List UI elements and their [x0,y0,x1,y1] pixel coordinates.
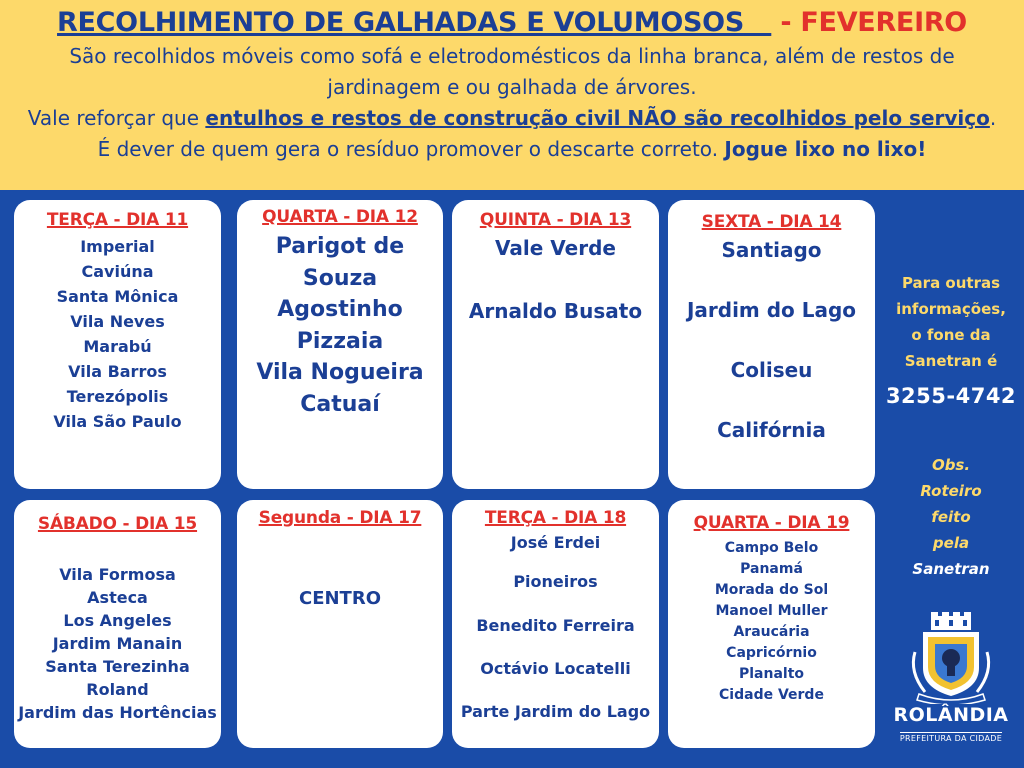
contact-info-line: Sanetran é [904,352,998,370]
neighborhood-item: Roland [86,680,149,699]
card-day-label: TERÇA - DIA 11 [46,210,189,230]
neighborhood-item: Jardim do Lago [686,298,857,322]
neighborhood-item: Vila Nogueira [256,360,424,385]
intro-line-3-prefix: Vale reforçar que [27,106,206,130]
card-day-label: QUARTA - DIA 19 [693,513,850,533]
neighborhood-item: Morada do Sol [714,582,829,598]
neighborhood-item: Panamá [740,561,803,577]
schedule-card-quarta-19 [668,500,875,748]
neighborhood-item: Campo Belo [724,540,819,556]
header-banner [0,0,1024,190]
intro-line-2: jardinagem e ou galhada de árvores. [327,75,697,99]
schedule-card-terca-11 [14,200,221,489]
neighborhood-item: CENTRO [298,588,381,609]
intro-line-4-prefix: É dever de quem gera o resíduo promover o descarte correto. [97,137,725,161]
intro-text [0,41,1024,165]
neighborhood-item: Manoel Muller [715,603,828,619]
contact-info-line: o fone da [911,326,991,344]
neighborhood-item: Terezópolis [66,387,169,406]
neighborhood-item: Souza [302,265,378,291]
neighborhood-item: Vila Barros [68,362,167,381]
intro-line-3-bold: entulhos e restos de construção civil NÃO são recolhidos pelo serviço [205,106,990,130]
neighborhood-item: Santa Terezinha [45,657,190,676]
neighborhood-item: Pizzaia [296,328,384,354]
page-title [0,0,1024,41]
city-subtitle: PREFEITURA DA CIDADE [899,734,1003,743]
observation-line: Roteiro [920,482,982,500]
neighborhood-item: Coliseu [730,358,813,382]
title-main: RECOLHIMENTO DE GALHADAS E VOLUMOSOS [57,7,744,38]
schedule-card-terca-18 [452,500,659,748]
neighborhood-item: Octávio Locatelli [480,659,631,678]
schedule-card-quarta-12 [237,200,443,489]
intro-line-4-bold: Jogue lixo no lixo! [724,137,927,161]
neighborhood-item: Catuaí [300,391,380,417]
neighborhood-item: Vila Neves [70,312,165,331]
neighborhood-item: Jardim Manain [52,634,183,653]
observation-line: feito [931,508,971,526]
neighborhood-item: Marabú [83,337,152,356]
schedule-card-sexta-14 [668,200,875,489]
neighborhood-item: Araucária [733,624,810,640]
intro-line-3-end: . [989,106,997,130]
neighborhood-item: Capricórnio [726,645,817,661]
card-day-label: QUINTA - DIA 13 [479,210,632,230]
card-day-label: TERÇA - DIA 18 [484,508,627,528]
neighborhood-item: Jardim das Hortências [18,703,217,722]
card-day-label: SÁBADO - DIA 15 [37,514,198,534]
neighborhood-item: Arnaldo Busato [468,299,643,323]
city-logo [886,612,1016,762]
observation-note [878,452,1024,582]
neighborhood-item: Santa Mônica [56,287,179,306]
neighborhood-item: Santiago [721,238,822,262]
neighborhood-item: Califórnia [717,418,826,442]
contact-info-line: Para outras [901,274,1001,292]
card-day-label: QUARTA - DIA 12 [262,207,418,227]
neighborhood-item: Vila Formosa [59,565,176,584]
phone-number: 3255-4742 [885,384,1017,408]
neighborhood-item: Agostinho [277,297,403,322]
card-day-label: SEXTA - DIA 14 [701,212,842,232]
observation-line: pela [932,534,970,552]
neighborhood-item: Asteca [87,588,148,607]
neighborhood-item: Imperial [80,237,155,256]
intro-line-1: São recolhidos móveis como sofá e eletrodomésticos da linha branca, além de restos de [69,44,955,68]
neighborhood-item: Vila São Paulo [53,412,182,431]
neighborhood-item: Cidade Verde [719,687,824,703]
neighborhood-item: Pioneiros [513,572,598,591]
neighborhood-item: Los Angeles [63,611,172,630]
neighborhood-item: Vale Verde [495,236,616,260]
neighborhood-item: Caviúna [81,262,154,281]
title-spacer [744,7,771,38]
neighborhood-item: Parigot de [275,234,405,259]
neighborhood-item: José Erdei [510,533,601,552]
neighborhood-item: Parte Jardim do Lago [460,702,651,721]
neighborhood-item: Benedito Ferreira [476,616,635,635]
contact-info-line: informações, [896,300,1006,318]
schedule-card-quinta-13 [452,200,659,489]
schedule-card-sabado-15 [14,500,221,748]
observation-line: Obs. [931,456,971,474]
title-month: - FEVEREIRO [780,7,967,38]
contact-info [878,270,1024,414]
observation-line: Sanetran [912,560,990,578]
card-day-label: Segunda - DIA 17 [258,508,422,528]
schedule-card-segunda-17 [237,500,443,748]
city-name: ROLÂNDIA [893,704,1009,726]
neighborhood-item: Planalto [738,666,805,682]
city-coat-of-arms-icon [905,612,997,704]
